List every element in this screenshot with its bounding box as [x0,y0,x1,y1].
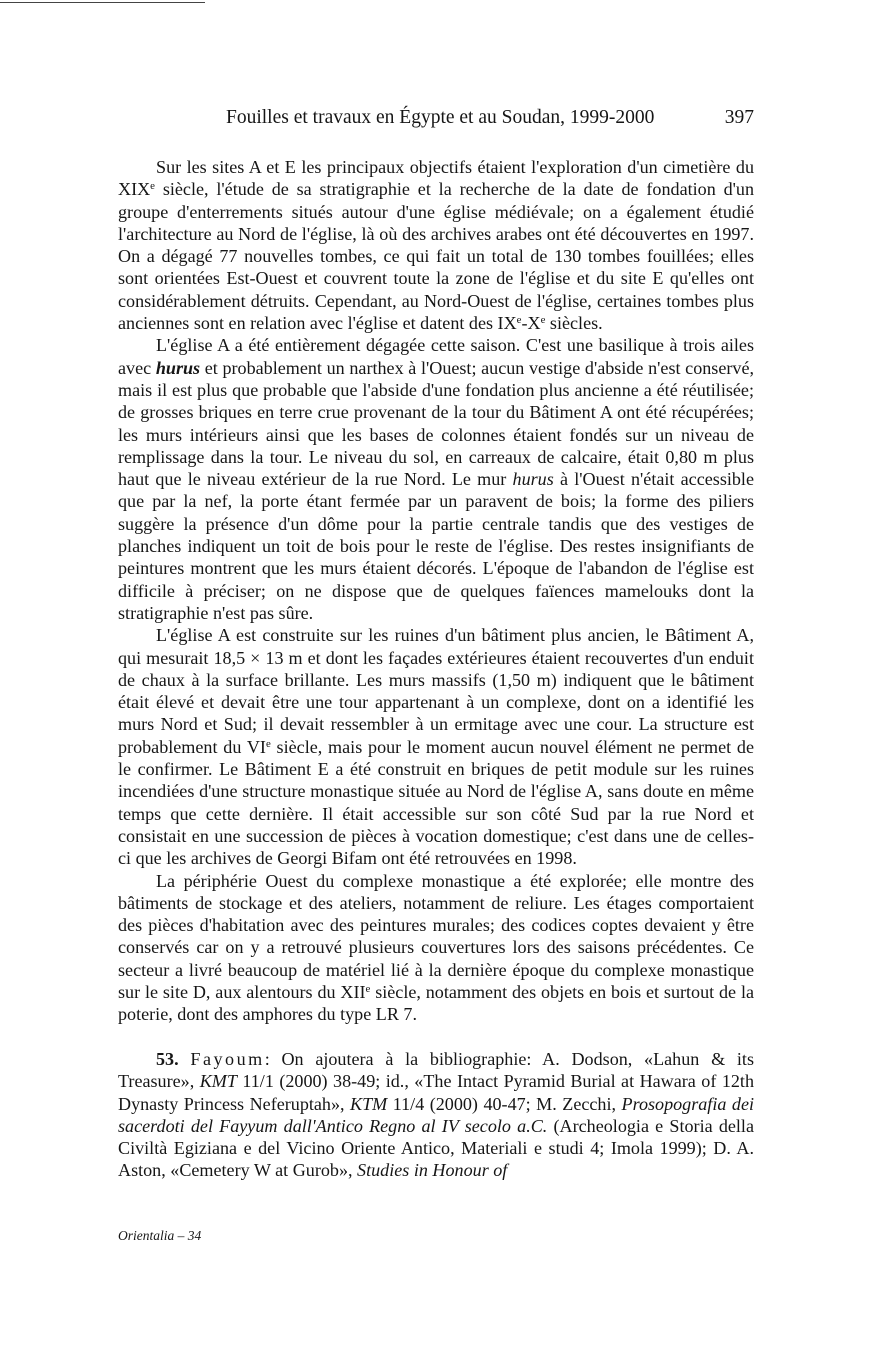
p2-text-b: et probablement un narthex à l'Ouest; aucun vestige d'abside n'est conservé, mais il est plus que probable que l'abside d'une fondation plus ancienne a été réutilisée; de grosses briques en terre crue provenant de la tour du Bâtiment A ont été récupérées; les murs intérieurs ainsi que les bases de colonnes étaient fondés sur un niveau de remplissage dans la tour. Le niveau du sol, en carreaux de calcaire, était 0,80 m plus haut que le niveau extérieur de la rue Nord. Le mur [118,357,754,490]
p1-sup-c: e [540,314,546,327]
running-head-title: Fouilles et travaux en Égypte et au Soudan, 1999-2000 [226,107,655,128]
p2-text-a: L'église A a été entièrement dégagée cette saison. C'est une basilique à trois ailes avec [118,335,754,378]
top-rule [0,2,205,3]
p4-text-a: La périphérie Ouest du complexe monastique a été explorée; elle montre des bâtiments de stockage et des ateliers, notamment de reliure. Les étages comportaient des pièces d'habitation avec des peintures murales; des codices coptes devaient y être conservés car on y a retrouvé plusieurs couvertures lors des saisons précédentes. Ce secteur a livré beaucoup de matériel lié à la dernière époque du complexe monastique sur le site D, aux alentours du XII [118,870,754,1002]
section-em-4: Studies in Honour of [357,1160,508,1181]
p1-text-a: Sur les sites A et E les principaux objectifs étaient l'exploration d'un cimetière du XIX [118,157,754,200]
p2-em-hurus-1: hurus [155,357,201,378]
section-em-3: Prosopografia dei sacerdoti del Fayyum dall'Antico Regno al IV secolo a.C. [118,1093,754,1136]
p2-text-c: à l'Ouest n'était accessible que par la nef, la porte étant fermée par un paravent de bois; la forme des piliers suggère la présence d'un dôme pour la partie centrale tandis que des vestiges de planches indiquent un toit de bois pour le reste de l'église. Des restes insignifiants de peintures montrent que les murs étaient décorés. L'époque de l'abandon de l'église est difficile à préciser; on ne dispose que de quelques faïences mamelouks dont la stratigraphie n'est pas sûre. [118,469,754,623]
body-text [118,156,754,1026]
section-number: 53. [156,1049,179,1069]
section-53 [118,1048,754,1182]
section-place: Fayoum [190,1049,265,1069]
section-em-1: KMT [199,1071,237,1092]
p3-sup-a: e [265,737,271,750]
section-text-4: (Archeologia e Storia della Civiltà Egiziana e del Vicino Oriente Antico, Materiali e studi 4; Imola 1999); D. A. Aston, «Cemetery W at Gurob», [118,1115,754,1181]
paragraph-3 [118,624,754,869]
p1-text-c: -X [521,313,541,334]
paragraph-4 [118,870,754,1026]
section-em-2: KTM [350,1093,388,1114]
p1-sup-b: e [516,314,522,327]
p3-text-a: L'église A est construite sur les ruines d'un bâtiment plus ancien, le Bâtiment A, qui mesurait 18,5 × 13 m et dont les façades extérieures étaient recouvertes d'un enduit de chaux à la surface brillante. Les murs massifs (1,50 m) indiquent que le bâtiment était élevé et devait être une tour appartenant à un complexe, dont on a identifié les murs Nord et Sud; il devait ressembler à un ermitage avec une cour. La structure est probablement du VI [118,625,754,757]
section-text-2: 11/1 (2000) 38-49; id., «The Intact Pyramid Burial at Hawara of 12th Dynasty Princess Neferuptah», [118,1071,754,1114]
p4-sup-a: e [365,983,371,996]
running-head [118,106,756,130]
section-text-1: : On ajoutera à la bibliographie: A. Dodson, «Lahun & its Treasure», [118,1049,754,1092]
footer-signature: Orientalia – 34 [118,1228,202,1243]
p2-em-hurus-2: hurus [512,469,554,490]
p4-text-b: siècle, notamment des objets en bois et surtout de la poterie, dont des amphores du type LR 7. [118,981,754,1025]
page-number: 397 [724,107,754,128]
p1-text-b: siècle, l'étude de sa stratigraphie et la recherche de la date de fondation d'un groupe d'enterrements situés autour d'une église médiévale; on a également étudié l'architecture au Nord de l'église, là où des archives arabes ont été découvertes en 1997. On a dégagé 77 nouvelles tombes, ce qui fait un total de 130 tombes fouillées; elles sont orientées Est-Ouest et couvrent toute la zone de l'église et du site E qu'elles ont considérablement détruits. Cependant, au Nord-Ouest de l'église, certaines tombes plus anciennes sont en relation avec l'église et datent des IX [118,179,754,334]
p3-text-b: siècle, mais pour le moment aucun nouvel élément ne permet de le confirmer. Le Bâtiment E a été construit en briques de petit module sur les ruines incendiées d'une structure monastique située au Nord de l'église A, sans doute en même temps que cette dernière. Il était accessible sur son côté Sud par la rue Nord et consistait en une succession de pièces à vocation domestique; c'est dans une de celles-ci que les archives de Georgi Bifam ont été retrouvées en 1998. [118,736,754,869]
p1-text-d: siècles. [545,313,603,334]
p1-sup-a: e [150,180,155,193]
paragraph-2 [118,334,754,624]
paragraph-1 [118,156,754,334]
section-text-3: 11/4 (2000) 40-47; M. Zecchi, [387,1093,622,1114]
